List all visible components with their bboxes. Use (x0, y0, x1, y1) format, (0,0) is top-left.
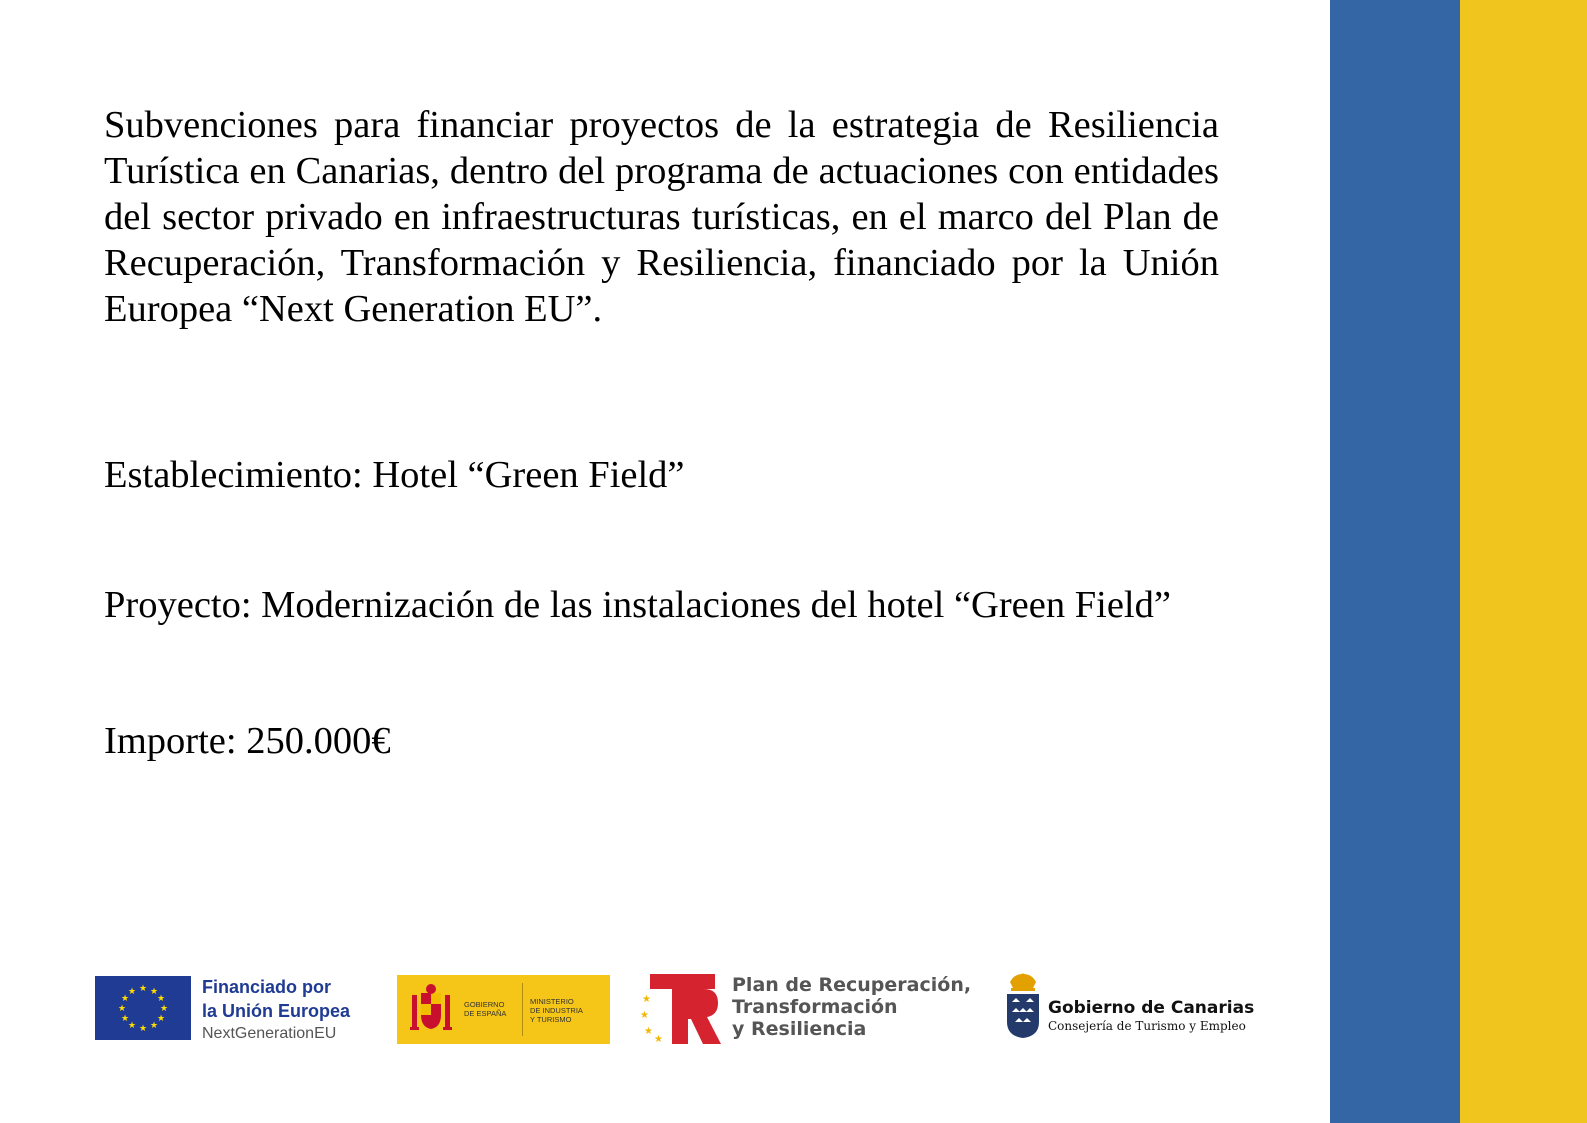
canarias-logo (1004, 972, 1254, 1044)
prtr-tr-mark-icon (640, 974, 725, 1044)
svg-text:★: ★ (127, 987, 137, 997)
spain-ministerio-line3: Y TURISMO (530, 1015, 572, 1024)
svg-text:★: ★ (127, 1021, 137, 1031)
intro-paragraph: Subvenciones para financiar proyectos de la estrategia de Resiliencia Turística en Canarias, dentro del programa de actuaciones con entidades del sector privado en infraestructuras turísticas, en el marco del Plan de Recuperación, Transformación y Resiliencia, financiado por la Unión Europea “Next Generation EU”. (104, 104, 1219, 330)
svg-text:★: ★ (156, 1014, 166, 1024)
eu-funding-logo (95, 975, 370, 1041)
eu-logo-line1: Financiado por (202, 977, 332, 997)
svg-text:★: ★ (120, 994, 130, 1004)
spain-gobierno-line2: DE ESPAÑA (464, 1009, 507, 1018)
eu-flag-icon (95, 976, 191, 1040)
canarias-line1: Gobierno de Canarias (1048, 998, 1255, 1018)
spain-logo-divider (522, 983, 523, 1036)
eu-logo-line3: NextGenerationEU (202, 1025, 337, 1042)
svg-text:★: ★ (149, 1021, 159, 1031)
svg-text:★: ★ (117, 1004, 127, 1014)
spain-ministerio-line1: MINISTERIO (530, 997, 574, 1006)
svg-text:★: ★ (642, 994, 651, 1005)
svg-text:★: ★ (156, 994, 166, 1004)
yellow-stripe (1460, 0, 1587, 1123)
prtr-line2: Transformación (732, 996, 898, 1018)
svg-text:★: ★ (120, 1014, 130, 1024)
svg-text:★: ★ (138, 1024, 148, 1034)
prtr-line3: y Resiliencia (732, 1018, 867, 1040)
spain-ministry-logo (397, 975, 610, 1044)
svg-text:★: ★ (159, 1004, 169, 1014)
svg-text:★: ★ (138, 984, 148, 994)
blue-stripe (1330, 0, 1460, 1123)
spain-coat-of-arms-icon (406, 983, 456, 1035)
canarias-crest-icon (1004, 972, 1042, 1040)
prtr-logo (640, 974, 980, 1044)
svg-text:★: ★ (149, 987, 159, 997)
establecimiento-line: Establecimiento: Hotel “Green Field” (104, 454, 685, 496)
canarias-line2: Consejería de Turismo y Empleo (1048, 1019, 1246, 1033)
svg-text:★: ★ (640, 1010, 649, 1021)
eu-logo-line2: la Unión Europea (202, 1001, 351, 1021)
spain-ministerio-line2: DE INDUSTRIA (530, 1006, 583, 1015)
spain-gobierno-line1: GOBIERNO (464, 1000, 505, 1009)
svg-text:★: ★ (654, 1034, 663, 1044)
importe-line: Importe: 250.000€ (104, 720, 391, 762)
proyecto-line: Proyecto: Modernización de las instalaciones del hotel “Green Field” (104, 584, 1171, 626)
prtr-line1: Plan de Recuperación, (732, 974, 972, 996)
svg-text:★: ★ (644, 1026, 653, 1037)
